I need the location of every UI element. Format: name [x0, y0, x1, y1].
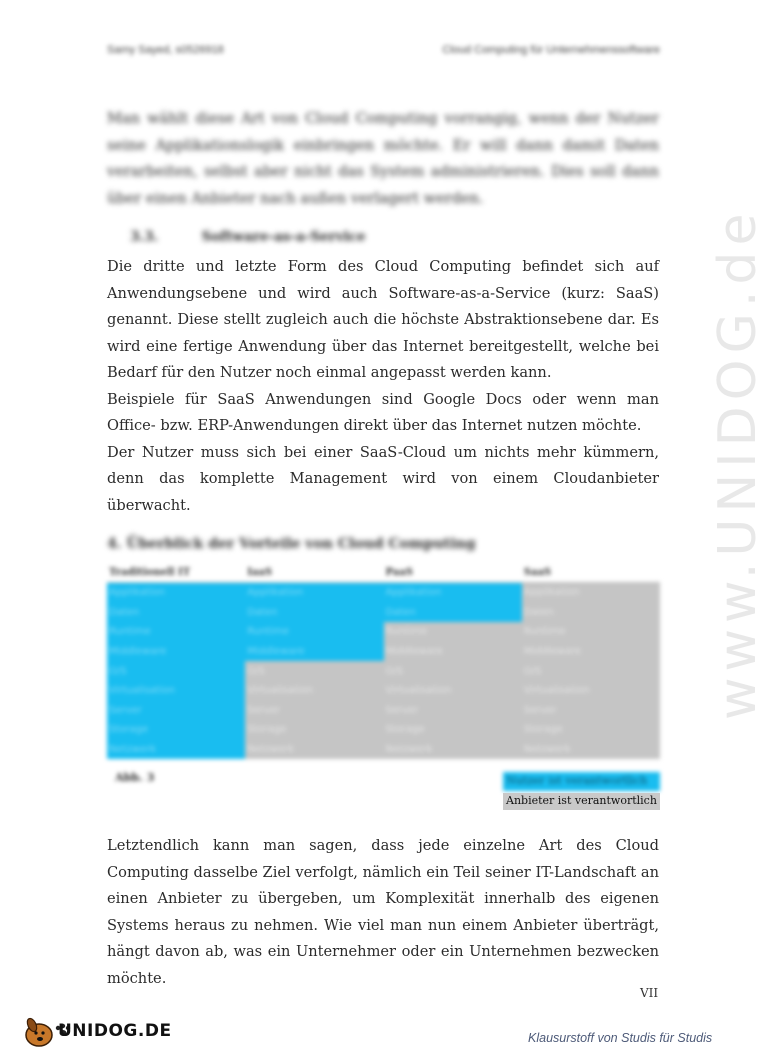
section-3-3-body [107, 254, 659, 519]
table-cell: Middleware [245, 642, 383, 662]
table-cell: Applikation [384, 583, 522, 603]
table-cell: O/S [245, 661, 383, 681]
section-4-heading: 4. Überblick der Vorteile von Cloud Computing [107, 536, 476, 552]
logo-text: UNIDOG.DE [58, 1021, 172, 1041]
table-cell: Runtime [522, 622, 660, 642]
table-cell: O/S [522, 661, 660, 681]
table-cell: Middleware [384, 642, 522, 662]
table-cell: Server [522, 701, 660, 721]
table-cell: Runtime [245, 622, 383, 642]
table-row [107, 603, 660, 623]
table-cell: Netzwerk [522, 740, 660, 760]
header-title: Cloud Computing für Unternehmenssoftware [442, 44, 660, 56]
table-header: SaaS [522, 563, 660, 583]
table-row [107, 661, 660, 681]
watermark: www.UNIDOG.de [708, 207, 768, 720]
table-cell: Storage [522, 720, 660, 740]
table-cell: Daten [107, 603, 245, 623]
table-cell: O/S [384, 661, 522, 681]
footer-tagline: Klausurstoff von Studis für Studis [528, 1031, 713, 1045]
comparison-table [107, 563, 660, 759]
table-row [107, 681, 660, 701]
table-cell: Runtime [107, 622, 245, 642]
table-cell: Virtualisation [384, 681, 522, 701]
table-cell: Netzwerk [384, 740, 522, 760]
table-cell: Virtualisation [107, 681, 245, 701]
table-row [107, 720, 660, 740]
paragraph: Der Nutzer muss sich bei einer SaaS-Cloud um nichts mehr kümmern, denn das komplette Management wird von einem Cloudanbieter überwacht. [107, 443, 659, 514]
table-row [107, 583, 660, 603]
table-cell: Applikation [107, 583, 245, 603]
table-cell: Server [245, 701, 383, 721]
table-cell: Daten [522, 603, 660, 623]
table-cell: Middleware [522, 642, 660, 662]
table-row [107, 642, 660, 662]
table-cell: Applikation [522, 583, 660, 603]
table-cell: Server [384, 701, 522, 721]
section-number: 3.3. [130, 229, 159, 245]
table-header: Traditionell IT [107, 563, 245, 583]
table-header: IaaS [245, 563, 383, 583]
table-cell: Applikation [245, 583, 383, 603]
intro-paragraph: Man wählt diese Art von Cloud Computing vorrangig, wenn der Nutzer seine Applikationslogik einbringen möchte. Er will dann damit Daten verarbeiten, selbst aber nicht das System administrieren. Dies soll dann über einen Anbieter nach außen verlagert werden. [107, 110, 659, 207]
paragraph: Die dritte und letzte Form des Cloud Computing befindet sich auf Anwendungsebene und wird auch Software-as-a-Service (kurz: SaaS) genannt. Diese stellt zugleich auch die höchste Abstraktionsebene dar. Es wird eine fertige Anwendung über das Internet bereitgestellt, welche bei Bedarf für den Nutzer noch einmal angepasst werden kann. [107, 258, 659, 381]
table-header-row [107, 563, 660, 583]
table-cell: O/S [107, 661, 245, 681]
table-cell: Middleware [107, 642, 245, 662]
table-cell: Virtualisation [245, 681, 383, 701]
header-author: Samy Sayed, s0526918 [107, 44, 224, 56]
table-cell: Netzwerk [107, 740, 245, 760]
table-body [107, 583, 660, 759]
table-cell: Storage [245, 720, 383, 740]
table-cell: Daten [384, 603, 522, 623]
legend-user-responsible: Nutzer ist verantwortlich [503, 772, 660, 791]
table-row [107, 740, 660, 760]
section-title: Software-as-a-Service [201, 229, 366, 245]
legend-provider-responsible: Anbieter ist verantwortlich [503, 793, 660, 810]
closing-paragraph: Letztendlich kann man sagen, dass jede einzelne Art des Cloud Computing dasselbe Ziel verfolgt, nämlich ein Teil seiner IT-Landschaft an einen Anbieter zu übergeben, um Komplexität innerhalb des eigenen Systems heraus zu nehmen. Wie viel man nun einem Anbieter überträgt, hängt davon ab, was ein Unternehmer oder ein Unternehmen bezwecken möchte. [107, 837, 659, 987]
figure-caption: Abb. 3 [115, 771, 155, 784]
section-3-3-heading [130, 229, 366, 245]
table-cell: Server [107, 701, 245, 721]
page-number: VII [640, 986, 659, 1000]
table-cell: Storage [384, 720, 522, 740]
table-row [107, 622, 660, 642]
table-header: PaaS [384, 563, 522, 583]
table-cell: Virtualisation [522, 681, 660, 701]
table-cell: Netzwerk [245, 740, 383, 760]
table-cell: Runtime [384, 622, 522, 642]
table-row [107, 701, 660, 721]
paragraph: Beispiele für SaaS Anwendungen sind Google Docs oder wenn man Office- bzw. ERP-Anwendungen direkt über das Internet nutzen möchte. [107, 390, 659, 434]
table-cell: Daten [245, 603, 383, 623]
table-cell: Storage [107, 720, 245, 740]
